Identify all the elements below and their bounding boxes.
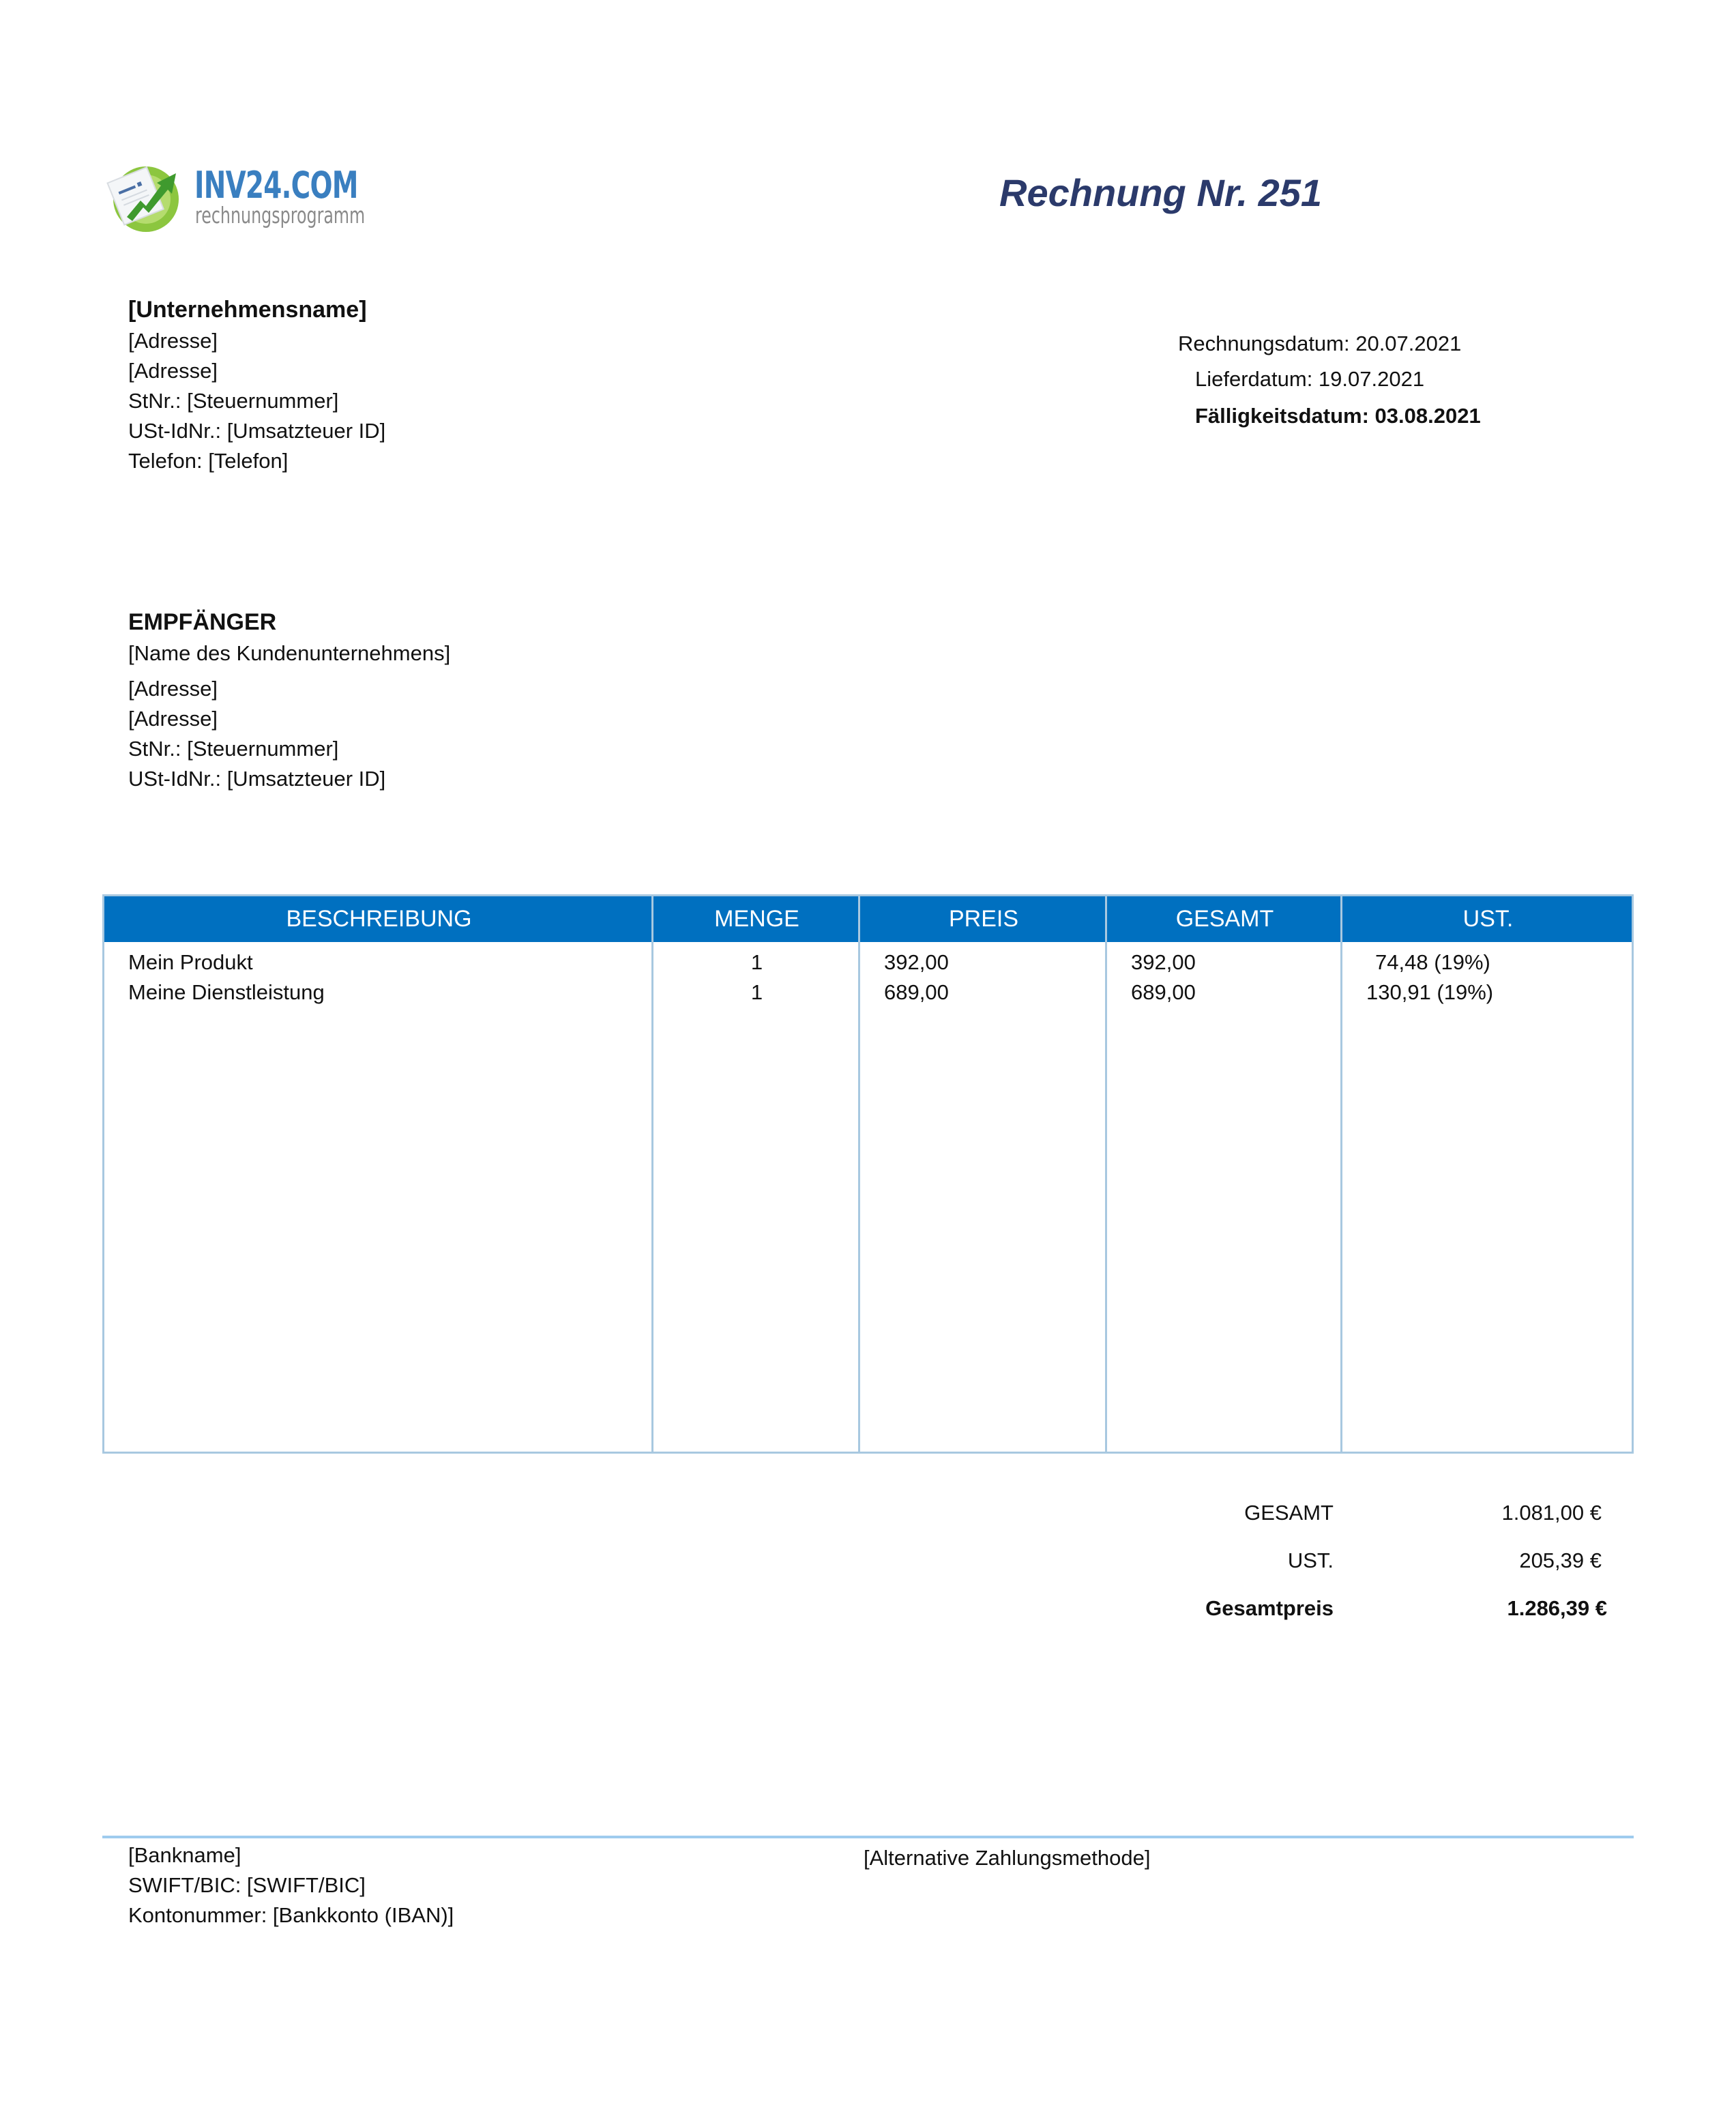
sender-tax-number: StNr.: [Steuernummer]	[128, 389, 339, 413]
column-header-total: GESAMT	[1175, 906, 1274, 932]
sender-company-name: [Unternehmensname]	[128, 297, 367, 323]
logo-title: INV24.COM	[194, 164, 358, 207]
row-2-quantity: 1	[750, 980, 763, 1004]
footer-divider	[102, 1836, 1634, 1838]
row-1-quantity: 1	[750, 950, 763, 974]
logo-subtitle: rechnungsprogramm	[195, 202, 366, 229]
bank-details	[128, 1840, 454, 1930]
recipient-heading: EMPFÄNGER	[128, 609, 277, 635]
row-1-description: Mein Produkt	[128, 950, 253, 974]
line-items-table	[102, 894, 1634, 1454]
alternative-payment-method: [Alternative Zahlungsmethode]	[864, 1846, 1151, 1870]
subtotal-label: GESAMT	[1244, 1501, 1334, 1525]
row-1-total: 392,00	[1131, 950, 1196, 974]
invoice-title: Rechnung Nr. 251	[999, 171, 1323, 214]
grand-total-label: Gesamtpreis	[1205, 1596, 1334, 1620]
column-header-price: PREIS	[948, 906, 1019, 932]
invoice-date: Rechnungsdatum: 20.07.2021	[1178, 332, 1462, 355]
column-header-quantity: MENGE	[714, 906, 799, 932]
vat-total-value: 205,39 €	[1519, 1548, 1602, 1572]
row-2-price: 689,00	[884, 980, 949, 1004]
vat-total-label: UST.	[1287, 1548, 1334, 1572]
row-2-description: Meine Dienstleistung	[128, 980, 325, 1004]
sender-block	[128, 293, 385, 476]
recipient-vat-id: USt-IdNr.: [Umsatzteuer ID]	[128, 767, 386, 791]
row-2-total: 689,00	[1131, 980, 1196, 1004]
table-header	[104, 896, 1632, 942]
subtotal-value: 1.081,00 €	[1501, 1501, 1602, 1525]
sender-address-2: [Adresse]	[128, 359, 218, 383]
row-1-vat: 74,48 (19%)	[1375, 950, 1490, 974]
recipient-company-name: [Name des Kundenunternehmens]	[128, 641, 451, 665]
bank-account: Kontonummer: [Bankkonto (IBAN)]	[128, 1903, 454, 1927]
recipient-block	[128, 606, 450, 794]
due-date: Fälligkeitsdatum: 03.08.2021	[1195, 404, 1481, 428]
sender-vat-id: USt-IdNr.: [Umsatzteuer ID]	[128, 419, 386, 443]
row-1-price: 392,00	[884, 950, 949, 974]
sender-phone: Telefon: [Telefon]	[128, 449, 289, 473]
column-header-vat: UST.	[1462, 906, 1514, 932]
delivery-date: Lieferdatum: 19.07.2021	[1195, 367, 1425, 391]
column-divider	[1340, 896, 1342, 1452]
recipient-address-2: [Adresse]	[128, 707, 218, 731]
grand-total-value: 1.286,39 €	[1507, 1596, 1607, 1620]
row-2-vat: 130,91 (19%)	[1366, 980, 1494, 1004]
bank-swift: SWIFT/BIC: [SWIFT/BIC]	[128, 1873, 366, 1897]
invoice-growth-arrow-icon	[105, 158, 187, 233]
bank-name: [Bankname]	[128, 1843, 241, 1867]
recipient-address-1: [Adresse]	[128, 677, 218, 701]
column-divider	[1105, 896, 1107, 1452]
company-logo	[102, 151, 366, 233]
recipient-tax-number: StNr.: [Steuernummer]	[128, 737, 339, 761]
column-header-description: BESCHREIBUNG	[286, 906, 472, 932]
sender-address-1: [Adresse]	[128, 329, 218, 353]
